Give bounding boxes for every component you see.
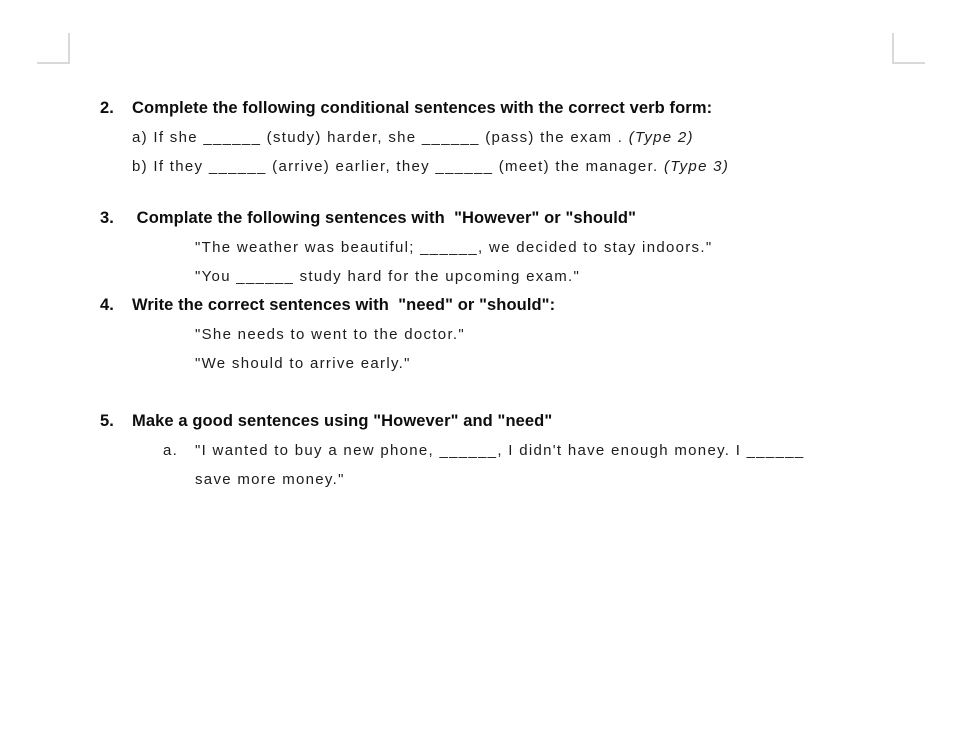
document-content: [100, 94, 910, 494]
section-2-line-a: [100, 123, 910, 152]
section-5-number: 5.: [100, 412, 114, 430]
section-2-line-b-text: b) If they ______ (arrive) earlier, they ______ (meet) the manager.: [132, 158, 664, 175]
section-3-sentence-2: "You ______ study hard for the upcoming exam.": [195, 268, 581, 285]
page-margin-mark-top-left: [37, 33, 70, 64]
section-5-item-a-line-2: save more money.": [195, 471, 345, 488]
section-2-number: 2.: [100, 99, 114, 117]
section-3-sentence-1: "The weather was beautiful; ______, we decided to stay indoors.": [195, 239, 713, 256]
section-3-title: Complate the following sentences with "However" or "should": [132, 209, 637, 227]
section-2-line-a-text: a) If she ______ (study) harder, she ______ (pass) the exam .: [132, 129, 629, 146]
section-4-sentence-1: "She needs to went to the doctor.": [195, 326, 465, 343]
section-4: [100, 291, 910, 378]
section-5: [100, 407, 910, 494]
section-2-line-a-type-tag: (Type 2): [628, 129, 694, 146]
section-3: [100, 204, 910, 291]
section-2-line-b-type-tag: (Type 3): [663, 158, 730, 175]
section-2-heading: [100, 94, 910, 123]
section-4-heading: [100, 291, 910, 320]
section-2-line-b: [100, 152, 910, 181]
section-4-sentence-2: "We should to arrive early.": [195, 355, 411, 372]
section-3-heading: [100, 204, 910, 233]
section-2: [100, 94, 910, 181]
section-5-item-a-marker: a.: [163, 442, 179, 459]
section-3-number: 3.: [100, 209, 114, 227]
section-4-number: 4.: [100, 296, 114, 314]
section-5-item-a-text: "I wanted to buy a new phone, ______, I didn't have enough money. I ______: [195, 442, 805, 459]
section-5-item-a-line-1: [100, 436, 910, 465]
section-4-title: Write the correct sentences with "need" or "should":: [132, 296, 556, 314]
section-2-title: Complete the following conditional sentences with the correct verb form:: [132, 99, 713, 117]
section-5-title: Make a good sentences using "However" and "need": [132, 412, 553, 430]
page-margin-mark-top-right: [892, 33, 925, 64]
section-5-heading: [100, 407, 910, 436]
